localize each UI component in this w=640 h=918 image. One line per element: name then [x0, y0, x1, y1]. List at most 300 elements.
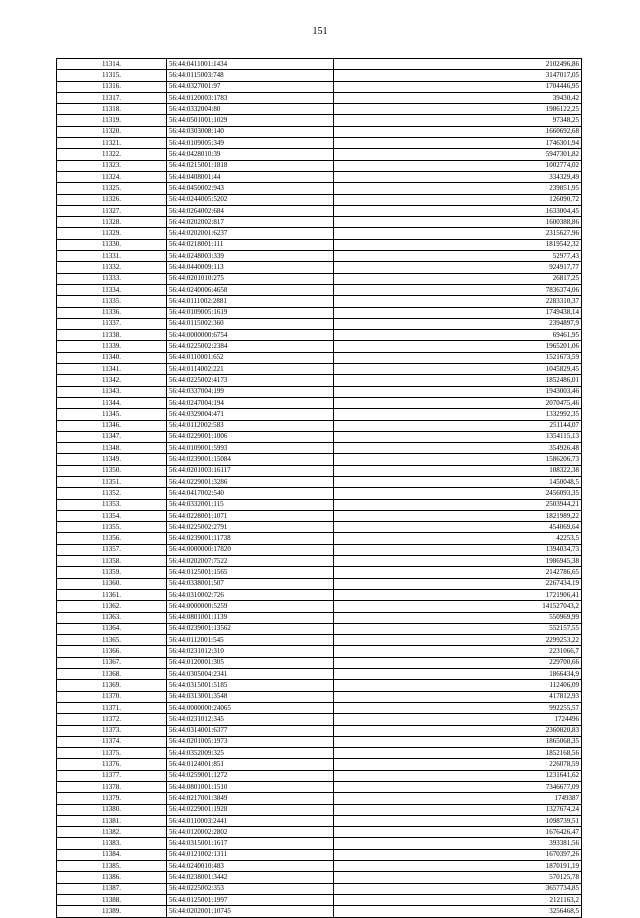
cadastral-value-cell: 1600388,86	[334, 217, 582, 228]
cadastral-value-cell: 141527043,2	[334, 601, 582, 612]
cadastral-number-cell: 56:44:0332004:80	[167, 104, 334, 115]
cadastral-value-cell: 1676426,47	[334, 827, 582, 838]
cadastral-value-cell: 2283310,37	[334, 296, 582, 307]
cadastral-value-cell: 112406,09	[334, 680, 582, 691]
cadastral-value-cell: 108322,38	[334, 465, 582, 476]
cadastral-value-cell: 1002774,02	[334, 160, 582, 171]
table-row	[57, 488, 582, 499]
table-row	[57, 646, 582, 657]
table-row	[57, 702, 582, 713]
row-number-cell: 11375.	[57, 748, 167, 759]
cadastral-number-cell: 56:44:0225002:4173	[167, 375, 334, 386]
cadastral-number-cell: 56:44:0124001:851	[167, 759, 334, 770]
row-number-cell: 11330.	[57, 239, 167, 250]
table-row	[57, 578, 582, 589]
table-row	[57, 522, 582, 533]
cadastral-value-cell: 552157,55	[334, 623, 582, 634]
row-number-cell: 11366.	[57, 646, 167, 657]
cadastral-number-cell: 56:44:0115003:748	[167, 70, 334, 81]
cadastral-value-cell: 7836374,06	[334, 284, 582, 295]
row-number-cell: 11323.	[57, 160, 167, 171]
cadastral-number-cell: 56:44:0114002:221	[167, 364, 334, 375]
cadastral-number-cell: 56:44:0310002:726	[167, 589, 334, 600]
table-row	[57, 364, 582, 375]
cadastral-number-cell: 56:44:0240010:483	[167, 861, 334, 872]
table-row	[57, 228, 582, 239]
row-number-cell: 11316.	[57, 81, 167, 92]
table-row	[57, 680, 582, 691]
table-row	[57, 296, 582, 307]
cadastral-number-cell: 56:44:0202001:10745	[167, 906, 334, 917]
table-row	[57, 465, 582, 476]
cadastral-number-cell: 56:44:0248003:339	[167, 251, 334, 262]
cadastral-value-cell: 1852168,56	[334, 748, 582, 759]
cadastral-value-cell: 1749438,14	[334, 307, 582, 318]
table-row	[57, 341, 582, 352]
row-number-cell: 11339.	[57, 341, 167, 352]
cadastral-value-cell: 1965201,06	[334, 341, 582, 352]
table-row	[57, 669, 582, 680]
row-number-cell: 11315.	[57, 70, 167, 81]
row-number-cell: 11358.	[57, 556, 167, 567]
row-number-cell: 11373.	[57, 725, 167, 736]
cadastral-number-cell: 56:44:0111002:2881	[167, 296, 334, 307]
cadastral-number-cell: 56:44:0000000:5259	[167, 601, 334, 612]
row-number-cell: 11334.	[57, 284, 167, 295]
cadastral-number-cell: 56:44:0303008:140	[167, 126, 334, 137]
cadastral-value-cell: 1332992,35	[334, 409, 582, 420]
cadastral-value-cell: 1098739,51	[334, 815, 582, 826]
row-number-cell: 11322.	[57, 149, 167, 160]
cadastral-number-cell: 56:44:0229001:1006	[167, 431, 334, 442]
row-number-cell: 11354.	[57, 510, 167, 521]
table-row	[57, 397, 582, 408]
cadastral-number-cell: 56:44:0215001:1818	[167, 160, 334, 171]
row-number-cell: 11365.	[57, 635, 167, 646]
cadastral-value-cell: 26817,25	[334, 273, 582, 284]
cadastral-value-cell: 1986945,38	[334, 556, 582, 567]
table-row	[57, 171, 582, 182]
cadastral-number-cell: 56:44:0801001:1139	[167, 612, 334, 623]
table-row	[57, 217, 582, 228]
table-row	[57, 827, 582, 838]
cadastral-number-cell: 56:44:0239001:13562	[167, 623, 334, 634]
cadastral-number-cell: 56:44:0225002:2384	[167, 341, 334, 352]
cadastral-value-cell: 1450048,5	[334, 476, 582, 487]
row-number-cell: 11359.	[57, 567, 167, 578]
cadastral-number-cell: 56:44:0337004:199	[167, 386, 334, 397]
cadastral-number-cell: 56:44:0109005:349	[167, 138, 334, 149]
page-number: 151	[312, 26, 328, 37]
row-number-cell: 11317.	[57, 92, 167, 103]
row-number-cell: 11327.	[57, 205, 167, 216]
row-number-cell: 11383.	[57, 838, 167, 849]
table-row	[57, 330, 582, 341]
row-number-cell: 11335.	[57, 296, 167, 307]
cadastral-number-cell: 56:44:0217001:3849	[167, 793, 334, 804]
row-number-cell: 11376.	[57, 759, 167, 770]
table-row	[57, 657, 582, 668]
cadastral-value-cell: 1749387	[334, 793, 582, 804]
row-number-cell: 11314.	[57, 59, 167, 70]
table-row	[57, 92, 582, 103]
cadastral-number-cell: 56:44:0411001:1434	[167, 59, 334, 70]
cadastral-number-cell: 56:44:0329004:471	[167, 409, 334, 420]
cadastral-number-cell: 56:44:0315001:1617	[167, 838, 334, 849]
table-row	[57, 375, 582, 386]
table-row	[57, 262, 582, 273]
cadastral-value-cell: 42253,5	[334, 533, 582, 544]
cadastral-value-cell: 1866434,9	[334, 669, 582, 680]
cadastral-value-cell: 454069,64	[334, 522, 582, 533]
row-number-cell: 11367.	[57, 657, 167, 668]
row-number-cell: 11349.	[57, 454, 167, 465]
table-row	[57, 623, 582, 634]
table-row	[57, 273, 582, 284]
cadastral-value-cell: 1327674,24	[334, 804, 582, 815]
row-number-cell: 11346.	[57, 420, 167, 431]
cadastral-value-cell: 1633004,45	[334, 205, 582, 216]
row-number-cell: 11351.	[57, 476, 167, 487]
table-row	[57, 748, 582, 759]
cadastral-value-cell: 417812,93	[334, 691, 582, 702]
cadastral-number-cell: 56:44:0239001:15084	[167, 454, 334, 465]
cadastral-value-cell: 1670397,26	[334, 849, 582, 860]
cadastral-value-cell: 1821989,22	[334, 510, 582, 521]
table-row	[57, 849, 582, 860]
row-number-cell: 11382.	[57, 827, 167, 838]
cadastral-number-cell: 56:44:0225002:353	[167, 883, 334, 894]
table-row	[57, 725, 582, 736]
cadastral-number-cell: 56:44:0408001:44	[167, 171, 334, 182]
table-row	[57, 160, 582, 171]
cadastral-value-cell: 52977,43	[334, 251, 582, 262]
cadastral-value-cell: 1045829,45	[334, 364, 582, 375]
row-number-cell: 11387.	[57, 883, 167, 894]
cadastral-number-cell: 56:44:0305004:2341	[167, 669, 334, 680]
table-row	[57, 138, 582, 149]
cadastral-value-table	[56, 58, 582, 918]
cadastral-value-cell: 550969,99	[334, 612, 582, 623]
table-row	[57, 872, 582, 883]
row-number-cell: 11343.	[57, 386, 167, 397]
cadastral-value-cell: 3256468,5	[334, 906, 582, 917]
cadastral-value-cell: 1394034,73	[334, 544, 582, 555]
cadastral-number-cell: 56:44:0228001:1071	[167, 510, 334, 521]
cadastral-value-cell: 1704446,95	[334, 81, 582, 92]
table-row	[57, 409, 582, 420]
cadastral-value-cell: 2121163,2	[334, 894, 582, 905]
cadastral-value-cell: 126090,72	[334, 194, 582, 205]
table-row	[57, 251, 582, 262]
table-row	[57, 115, 582, 126]
cadastral-value-cell: 1852486,01	[334, 375, 582, 386]
table-row	[57, 510, 582, 521]
table-row	[57, 567, 582, 578]
table-row	[57, 476, 582, 487]
table-row	[57, 307, 582, 318]
cadastral-value-cell: 1865068,35	[334, 736, 582, 747]
cadastral-number-cell: 56:44:0218001:111	[167, 239, 334, 250]
cadastral-number-cell: 56:44:0202002:817	[167, 217, 334, 228]
cadastral-value-cell: 992255,57	[334, 702, 582, 713]
cadastral-number-cell: 56:44:0201005:1973	[167, 736, 334, 747]
cadastral-value-cell: 2503944,21	[334, 499, 582, 510]
cadastral-number-cell: 56:44:0202007:7522	[167, 556, 334, 567]
table-row	[57, 793, 582, 804]
row-number-cell: 11364.	[57, 623, 167, 634]
cadastral-value-cell: 1586206,73	[334, 454, 582, 465]
table-row	[57, 454, 582, 465]
cadastral-value-cell: 7346677,09	[334, 782, 582, 793]
cadastral-number-cell: 56:44:0000000:17820	[167, 544, 334, 555]
cadastral-value-cell: 2231066,7	[334, 646, 582, 657]
table-row	[57, 205, 582, 216]
table-row	[57, 782, 582, 793]
row-number-cell: 11380.	[57, 804, 167, 815]
table-row	[57, 691, 582, 702]
cadastral-number-cell: 56:44:0229001:1928	[167, 804, 334, 815]
row-number-cell: 11384.	[57, 849, 167, 860]
cadastral-value-cell: 1870191,19	[334, 861, 582, 872]
cadastral-number-cell: 56:44:0259001:1272	[167, 770, 334, 781]
row-number-cell: 11348.	[57, 443, 167, 454]
table-row	[57, 284, 582, 295]
cadastral-value-cell: 5947301,82	[334, 149, 582, 160]
row-number-cell: 11363.	[57, 612, 167, 623]
table-row	[57, 883, 582, 894]
row-number-cell: 11347.	[57, 431, 167, 442]
cadastral-number-cell: 56:44:0110001:652	[167, 352, 334, 363]
row-number-cell: 11377.	[57, 770, 167, 781]
cadastral-number-cell: 56:44:0000000:6754	[167, 330, 334, 341]
table-row	[57, 183, 582, 194]
row-number-cell: 11357.	[57, 544, 167, 555]
row-number-cell: 11325.	[57, 183, 167, 194]
cadastral-value-cell: 354926,48	[334, 443, 582, 454]
row-number-cell: 11381.	[57, 815, 167, 826]
cadastral-value-cell: 2102496,86	[334, 59, 582, 70]
cadastral-number-cell: 56:44:0202001:6237	[167, 228, 334, 239]
table-row	[57, 906, 582, 917]
row-number-cell: 11374.	[57, 736, 167, 747]
cadastral-value-cell: 2315627,96	[334, 228, 582, 239]
row-number-cell: 11389.	[57, 906, 167, 917]
cadastral-value-cell: 2267434,19	[334, 578, 582, 589]
cadastral-value-cell: 924917,77	[334, 262, 582, 273]
table-row	[57, 838, 582, 849]
cadastral-number-cell: 56:44:0120002:2802	[167, 827, 334, 838]
table-row	[57, 759, 582, 770]
table-row	[57, 149, 582, 160]
cadastral-number-cell: 56:44:0125001:1565	[167, 567, 334, 578]
cadastral-value-cell: 2070475,46	[334, 397, 582, 408]
cadastral-value-cell: 1746301,94	[334, 138, 582, 149]
row-number-cell: 11345.	[57, 409, 167, 420]
table-row	[57, 431, 582, 442]
cadastral-number-cell: 56:44:0264002:684	[167, 205, 334, 216]
cadastral-value-cell: 2142786,65	[334, 567, 582, 578]
row-number-cell: 11344.	[57, 397, 167, 408]
row-number-cell: 11360.	[57, 578, 167, 589]
table-row	[57, 386, 582, 397]
cadastral-number-cell: 56:44:0501001:1029	[167, 115, 334, 126]
table-row	[57, 70, 582, 81]
cadastral-number-cell: 56:44:0201003:16117	[167, 465, 334, 476]
cadastral-value-cell: 1943003,46	[334, 386, 582, 397]
row-number-cell: 11337.	[57, 318, 167, 329]
cadastral-value-cell: 1721906,41	[334, 589, 582, 600]
row-number-cell: 11378.	[57, 782, 167, 793]
cadastral-value-cell: 229700,66	[334, 657, 582, 668]
cadastral-value-cell: 1354115,13	[334, 431, 582, 442]
row-number-cell: 11362.	[57, 601, 167, 612]
row-number-cell: 11371.	[57, 702, 167, 713]
table-body	[57, 59, 582, 918]
row-number-cell: 11370.	[57, 691, 167, 702]
cadastral-value-cell: 1986122,25	[334, 104, 582, 115]
cadastral-number-cell: 56:44:0120003:1783	[167, 92, 334, 103]
cadastral-number-cell: 56:44:0231012:345	[167, 714, 334, 725]
cadastral-number-cell: 56:44:0120001:305	[167, 657, 334, 668]
cadastral-number-cell: 56:44:0112002:583	[167, 420, 334, 431]
table-row	[57, 861, 582, 872]
cadastral-number-cell: 56:44:0112001:545	[167, 635, 334, 646]
row-number-cell: 11331.	[57, 251, 167, 262]
cadastral-number-cell: 56:44:0440009:113	[167, 262, 334, 273]
cadastral-value-cell: 39430,42	[334, 92, 582, 103]
table-row	[57, 804, 582, 815]
table-row	[57, 815, 582, 826]
row-number-cell: 11369.	[57, 680, 167, 691]
cadastral-value-cell: 226078,59	[334, 759, 582, 770]
row-number-cell: 11388.	[57, 894, 167, 905]
cadastral-value-cell: 2394897,9	[334, 318, 582, 329]
cadastral-number-cell: 56:44:0231012:310	[167, 646, 334, 657]
row-number-cell: 11328.	[57, 217, 167, 228]
table-row	[57, 556, 582, 567]
cadastral-number-cell: 56:44:0115002:360	[167, 318, 334, 329]
row-number-cell: 11333.	[57, 273, 167, 284]
row-number-cell: 11320.	[57, 126, 167, 137]
cadastral-number-cell: 56:44:0417002:540	[167, 488, 334, 499]
cadastral-number-cell: 56:44:0327001:97	[167, 81, 334, 92]
cadastral-number-cell: 56:44:0315001:5185	[167, 680, 334, 691]
table-row	[57, 443, 582, 454]
cadastral-number-cell: 56:44:0109001:5993	[167, 443, 334, 454]
cadastral-value-cell: 1231641,62	[334, 770, 582, 781]
cadastral-value-cell: 3147017,05	[334, 70, 582, 81]
cadastral-value-cell: 334329,49	[334, 171, 582, 182]
cadastral-number-cell: 56:44:0110003:2441	[167, 815, 334, 826]
cadastral-value-cell: 251144,07	[334, 420, 582, 431]
table-row	[57, 533, 582, 544]
cadastral-number-cell: 56:44:0313001:3548	[167, 691, 334, 702]
cadastral-number-cell: 56:44:0332001:115	[167, 499, 334, 510]
table-row	[57, 499, 582, 510]
row-number-cell: 11342.	[57, 375, 167, 386]
row-number-cell: 11352.	[57, 488, 167, 499]
row-number-cell: 11379.	[57, 793, 167, 804]
row-number-cell: 11355.	[57, 522, 167, 533]
cadastral-value-cell: 2360820,83	[334, 725, 582, 736]
cadastral-value-cell: 97348,25	[334, 115, 582, 126]
table-row	[57, 612, 582, 623]
cadastral-value-cell: 3657734,85	[334, 883, 582, 894]
cadastral-number-cell: 56:44:0239001:11738	[167, 533, 334, 544]
cadastral-value-cell: 1724496	[334, 714, 582, 725]
table-row	[57, 770, 582, 781]
row-number-cell: 11338.	[57, 330, 167, 341]
row-number-cell: 11332.	[57, 262, 167, 273]
row-number-cell: 11340.	[57, 352, 167, 363]
row-number-cell: 11319.	[57, 115, 167, 126]
cadastral-number-cell: 56:44:0338001:507	[167, 578, 334, 589]
row-number-cell: 11385.	[57, 861, 167, 872]
row-number-cell: 11336.	[57, 307, 167, 318]
table-row	[57, 194, 582, 205]
cadastral-value-cell: 393381,56	[334, 838, 582, 849]
row-number-cell: 11361.	[57, 589, 167, 600]
table-row	[57, 126, 582, 137]
row-number-cell: 11321.	[57, 138, 167, 149]
table-row	[57, 589, 582, 600]
row-number-cell: 11368.	[57, 669, 167, 680]
row-number-cell: 11341.	[57, 364, 167, 375]
table-row	[57, 104, 582, 115]
row-number-cell: 11353.	[57, 499, 167, 510]
cadastral-value-cell: 1521673,59	[334, 352, 582, 363]
row-number-cell: 11329.	[57, 228, 167, 239]
cadastral-number-cell: 56:44:0801001:1510	[167, 782, 334, 793]
cadastral-number-cell: 56:44:0201010:275	[167, 273, 334, 284]
cadastral-number-cell: 56:44:0314001:6377	[167, 725, 334, 736]
table-row	[57, 544, 582, 555]
table-row	[57, 635, 582, 646]
cadastral-number-cell: 56:44:0125001:1997	[167, 894, 334, 905]
cadastral-number-cell: 56:44:0428010:39	[167, 149, 334, 160]
cadastral-number-cell: 56:44:0240006:4658	[167, 284, 334, 295]
row-number-cell: 11372.	[57, 714, 167, 725]
cadastral-number-cell: 56:44:0109005:1619	[167, 307, 334, 318]
row-number-cell: 11386.	[57, 872, 167, 883]
cadastral-value-cell: 2456093,35	[334, 488, 582, 499]
table-row	[57, 81, 582, 92]
cadastral-number-cell: 56:44:0229001:3286	[167, 476, 334, 487]
cadastral-number-cell: 56:44:0244005:5202	[167, 194, 334, 205]
cadastral-number-cell: 56:44:0225002:2791	[167, 522, 334, 533]
cadastral-number-cell: 56:44:0450002:943	[167, 183, 334, 194]
cadastral-value-cell: 1819542,32	[334, 239, 582, 250]
cadastral-number-cell: 56:44:0000000:24065	[167, 702, 334, 713]
cadastral-number-cell: 56:44:0247004:194	[167, 397, 334, 408]
row-number-cell: 11356.	[57, 533, 167, 544]
table-row	[57, 318, 582, 329]
cadastral-value-cell: 570125,78	[334, 872, 582, 883]
cadastral-number-cell: 56:44:0121002:1311	[167, 849, 334, 860]
table-row	[57, 239, 582, 250]
table-row	[57, 352, 582, 363]
cadastral-value-cell: 239851,95	[334, 183, 582, 194]
cadastral-value-cell: 69461,95	[334, 330, 582, 341]
cadastral-number-cell: 56:44:0238001:3442	[167, 872, 334, 883]
table-row	[57, 736, 582, 747]
table-row	[57, 420, 582, 431]
table-row	[57, 894, 582, 905]
table-row	[57, 59, 582, 70]
table-row	[57, 601, 582, 612]
cadastral-value-cell: 1660692,68	[334, 126, 582, 137]
